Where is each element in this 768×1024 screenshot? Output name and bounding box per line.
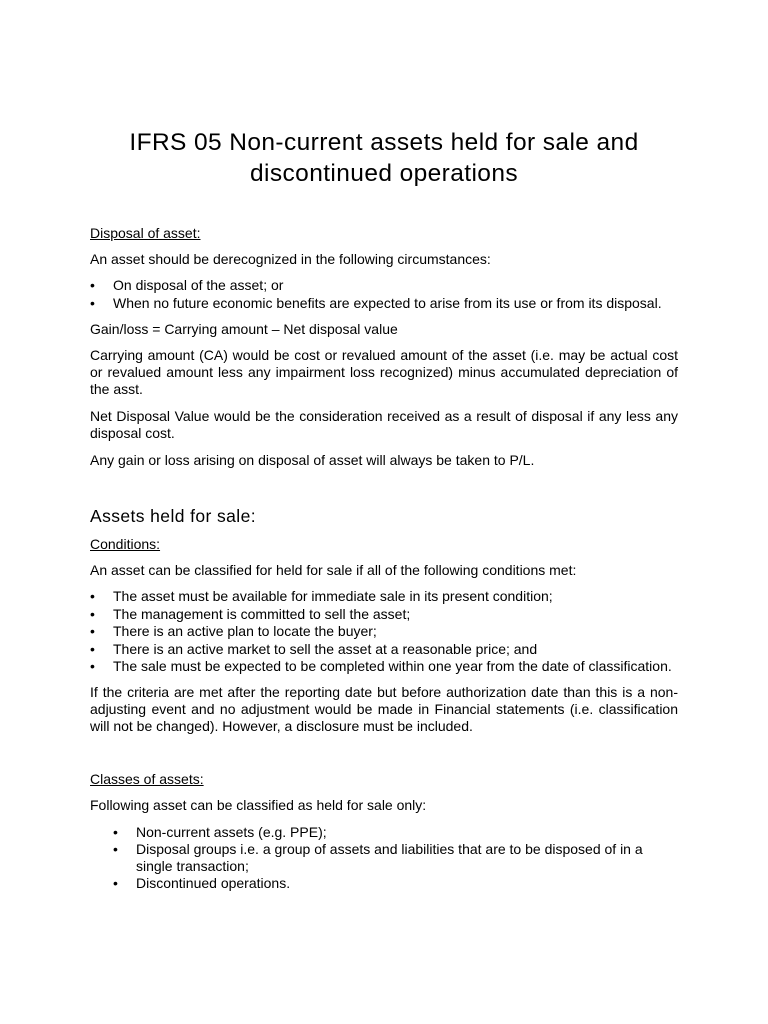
bullet-icon: • <box>90 623 95 639</box>
disposal-intro: An asset should be derecognized in the following circumstances: <box>90 251 491 267</box>
bullet-icon: • <box>90 605 95 622</box>
list-item <box>90 623 672 641</box>
list-item-text: Discontinued operations. <box>136 875 291 891</box>
bullet-icon: • <box>113 841 118 857</box>
list-item-text: When no future economic benefits are expected to arise from its use or from its disposal. <box>113 294 662 311</box>
bullet-icon: • <box>113 824 118 840</box>
classes-intro: Following asset can be classified as held for sale only: <box>90 797 427 813</box>
list-item-text: Non-current assets (e.g. PPE); <box>136 824 327 840</box>
list-item <box>90 641 672 659</box>
list-item <box>90 606 672 624</box>
bullet-icon: • <box>90 277 95 293</box>
net-disposal-value-paragraph: Net Disposal Value would be the consideration received as a result of disposal if any less any disposal cost. <box>90 408 678 441</box>
classes-bullet-list <box>113 824 679 892</box>
bullet-icon: • <box>113 875 118 891</box>
disposal-bullet-list <box>90 277 662 312</box>
list-item <box>113 875 679 892</box>
conditions-heading: Conditions: <box>90 536 161 552</box>
title-line-2: discontinued operations <box>250 160 518 187</box>
list-item-text: There is an active plan to locate the buyer; <box>113 623 377 639</box>
carrying-amount-paragraph: Carrying amount (CA) would be cost or revalued amount of the asset (i.e. may be actual cost or revalued amount less any impairment loss recognized) minus accumulated depreciation of the asst. <box>90 347 678 397</box>
gain-loss-formula: Gain/loss = Carrying amount – Net disposal value <box>90 321 398 337</box>
held-for-sale-heading: Assets held for sale: <box>90 506 256 526</box>
conditions-intro: An asset can be classified for held for sale if all of the following conditions met: <box>90 562 577 578</box>
disposal-heading: Disposal of asset: <box>90 225 201 241</box>
list-item-text: On disposal of the asset; or <box>113 277 284 293</box>
list-item-text: The management is committed to sell the asset; <box>113 605 411 622</box>
profit-loss-paragraph: Any gain or loss arising on disposal of asset will always be taken to P/L. <box>90 452 535 468</box>
list-item <box>113 824 679 841</box>
bullet-icon: • <box>90 588 95 604</box>
bullet-icon: • <box>90 658 95 674</box>
list-item <box>90 658 672 676</box>
bullet-icon: • <box>90 640 95 657</box>
list-item <box>90 588 672 606</box>
list-item <box>113 841 679 875</box>
list-item-text: The asset must be available for immediate sale in its present condition; <box>113 588 553 604</box>
bullet-icon: • <box>90 294 95 311</box>
list-item-text: The sale must be expected to be completed within one year from the date of classification. <box>113 658 672 674</box>
document-title <box>90 127 678 189</box>
list-item <box>90 295 662 313</box>
criteria-note-paragraph: If the criteria are met after the reporting date but before authorization date than this is a non-adjusting event and no adjustment would be made in Financial statements (i.e. classification will not be changed). However, a disclosure must be included. <box>90 684 678 734</box>
list-item-text: There is an active market to sell the asset at a reasonable price; and <box>113 640 538 657</box>
conditions-bullet-list <box>90 588 672 676</box>
list-item-text: Disposal groups i.e. a group of assets and liabilities that are to be disposed of in a single transaction; <box>136 841 643 874</box>
classes-heading: Classes of assets: <box>90 771 204 787</box>
list-item <box>90 277 662 295</box>
title-line-1: IFRS 05 Non-current assets held for sale and <box>129 129 639 156</box>
